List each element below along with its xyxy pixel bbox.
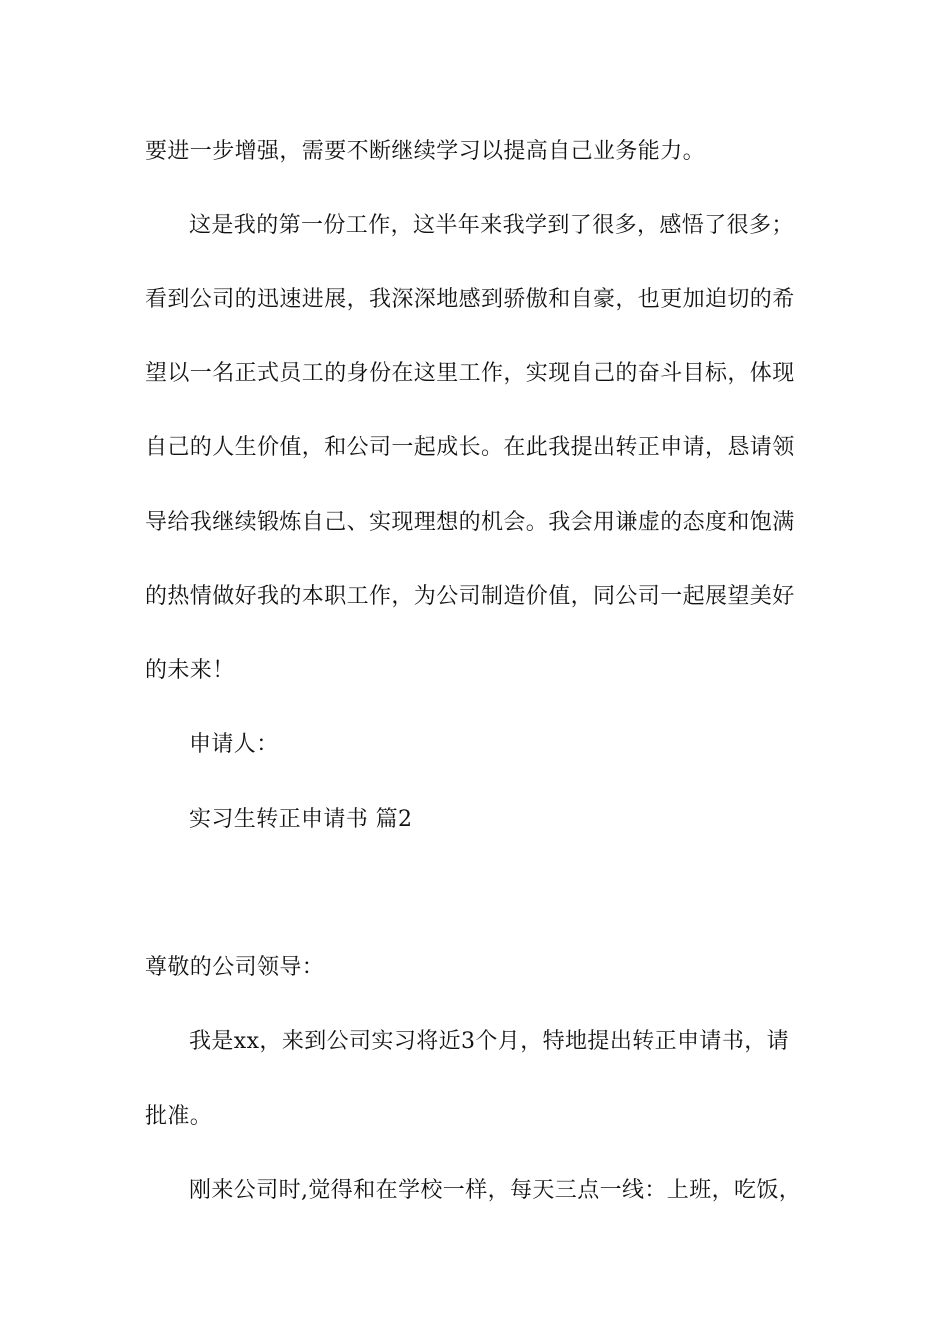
paragraph-line: 导给我继续锻炼自己、实现理想的机会。我会用谦虚的态度和饱满 bbox=[145, 510, 795, 535]
paragraph-line: 自己的人生价值，和公司一起成长。在此我提出转正申请，恳请领 bbox=[145, 435, 795, 460]
paragraph-line: 这是我的第一份工作，这半年来我学到了很多，感悟了很多； bbox=[189, 213, 794, 238]
section-heading: 实习生转正申请书 篇2 bbox=[189, 807, 413, 832]
paragraph-line: 看到公司的迅速进展，我深深地感到骄傲和自豪，也更加迫切的希 bbox=[145, 287, 795, 312]
paragraph-line: 我是xx，来到公司实习将近3个月，特地提出转正申请书，请 bbox=[189, 1029, 790, 1054]
paragraph-line: 批准。 bbox=[145, 1104, 213, 1129]
paragraph-line: 刚来公司时,觉得和在学校一样，每天三点一线：上班，吃饭， bbox=[189, 1178, 802, 1203]
paragraph-line: 望以一名正式员工的身份在这里工作，实现自己的奋斗目标，体现 bbox=[145, 361, 795, 386]
paragraph-line: 的热情做好我的本职工作，为公司制造价值，同公司一起展望美好 bbox=[145, 584, 795, 609]
applicant-label: 申请人： bbox=[189, 732, 279, 757]
salutation: 尊敬的公司领导： bbox=[145, 955, 325, 980]
paragraph-line: 要进一步增强，需要不断继续学习以提高自己业务能力。 bbox=[145, 139, 706, 164]
paragraph-line: 的未来！ bbox=[145, 658, 235, 683]
